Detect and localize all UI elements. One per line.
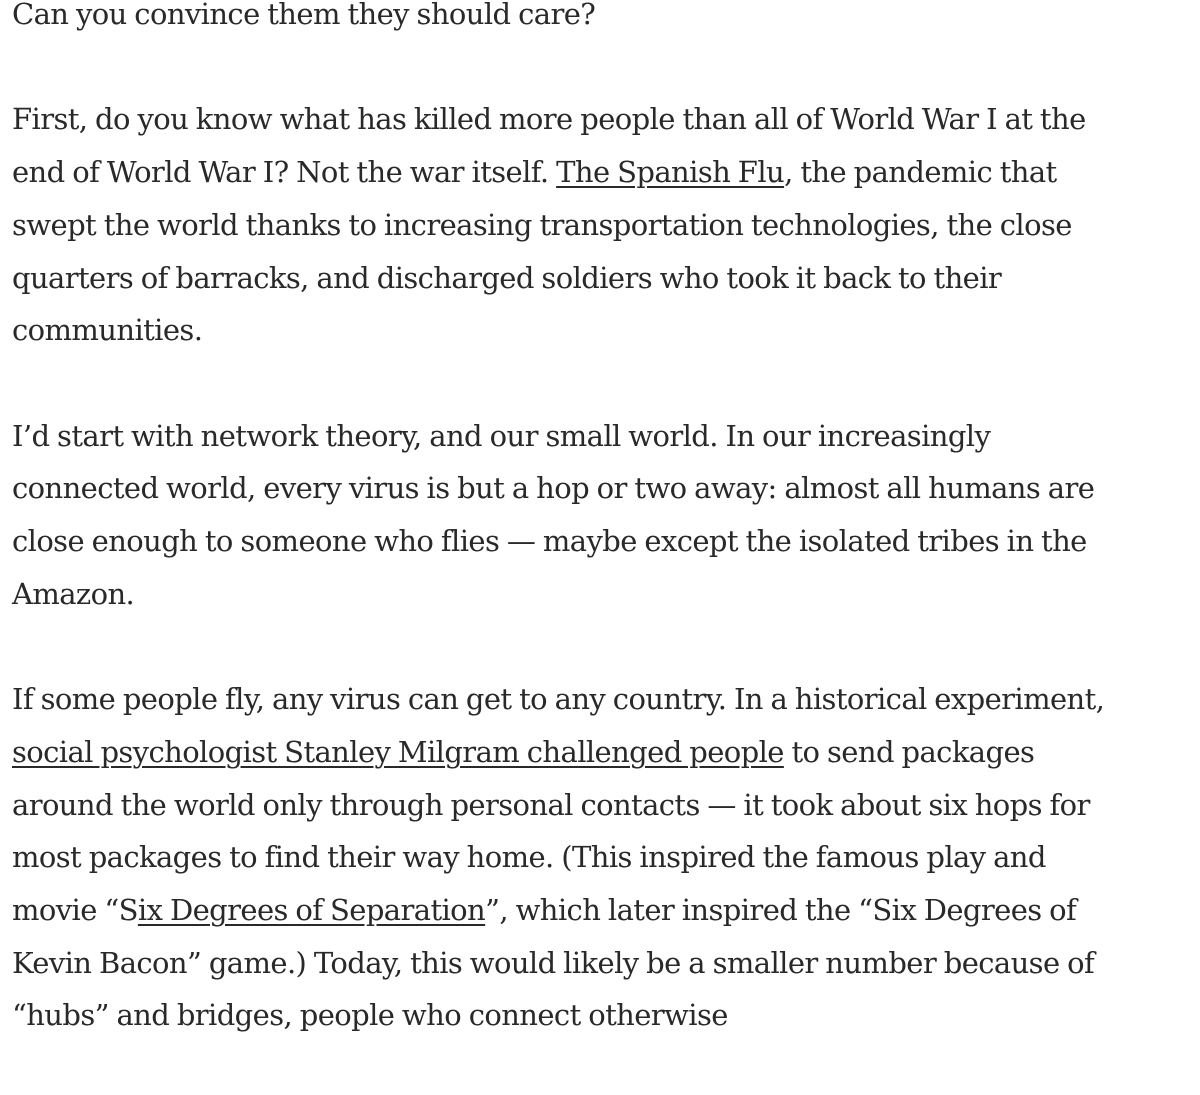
article-body <box>12 0 1132 1095</box>
six-degrees-link[interactable]: ix Degrees of Separation <box>137 892 486 927</box>
paragraph-text: ”, which later inspired the “Six Degrees of Kevin Bacon” game.) Today, this would likely be a smaller number because of “hubs” and bridges, people who connect otherwise <box>12 892 1095 1033</box>
paragraph-text: to send packages around the world only through personal contacts — it took about six hops for most packages to find their way home. (This inspired the famous play and movie “S <box>12 734 1090 927</box>
paragraph-text: First, do you know what has killed more people than all of World War I at the end of World War I? Not the war itself. <box>12 102 1086 190</box>
paragraph <box>12 673 1132 1042</box>
paragraph-text: If some people fly, any virus can get to any country. In a historical experiment, <box>12 682 1105 717</box>
paragraph <box>12 0 1132 41</box>
paragraph-text: , the pandemic that swept the world thanks to increasing transportation technologies, the close quarters of barracks, and discharged soldiers who took it back to their communities. <box>12 155 1072 348</box>
paragraph-text: I’d start with network theory, and our small world. In our increasingly connected world, every virus is but a hop or two away: almost all humans are close enough to someone who flies — maybe except the isolated tribes in the Amazon. <box>12 418 1095 611</box>
milgram-experiment-link[interactable]: social psychologist Stanley Milgram challenged people <box>12 734 784 769</box>
paragraph <box>12 93 1132 357</box>
paragraph-text: Can you convince them they should care? <box>12 0 596 31</box>
spanish-flu-link[interactable]: The Spanish Flu <box>556 155 785 190</box>
paragraph <box>12 410 1132 621</box>
